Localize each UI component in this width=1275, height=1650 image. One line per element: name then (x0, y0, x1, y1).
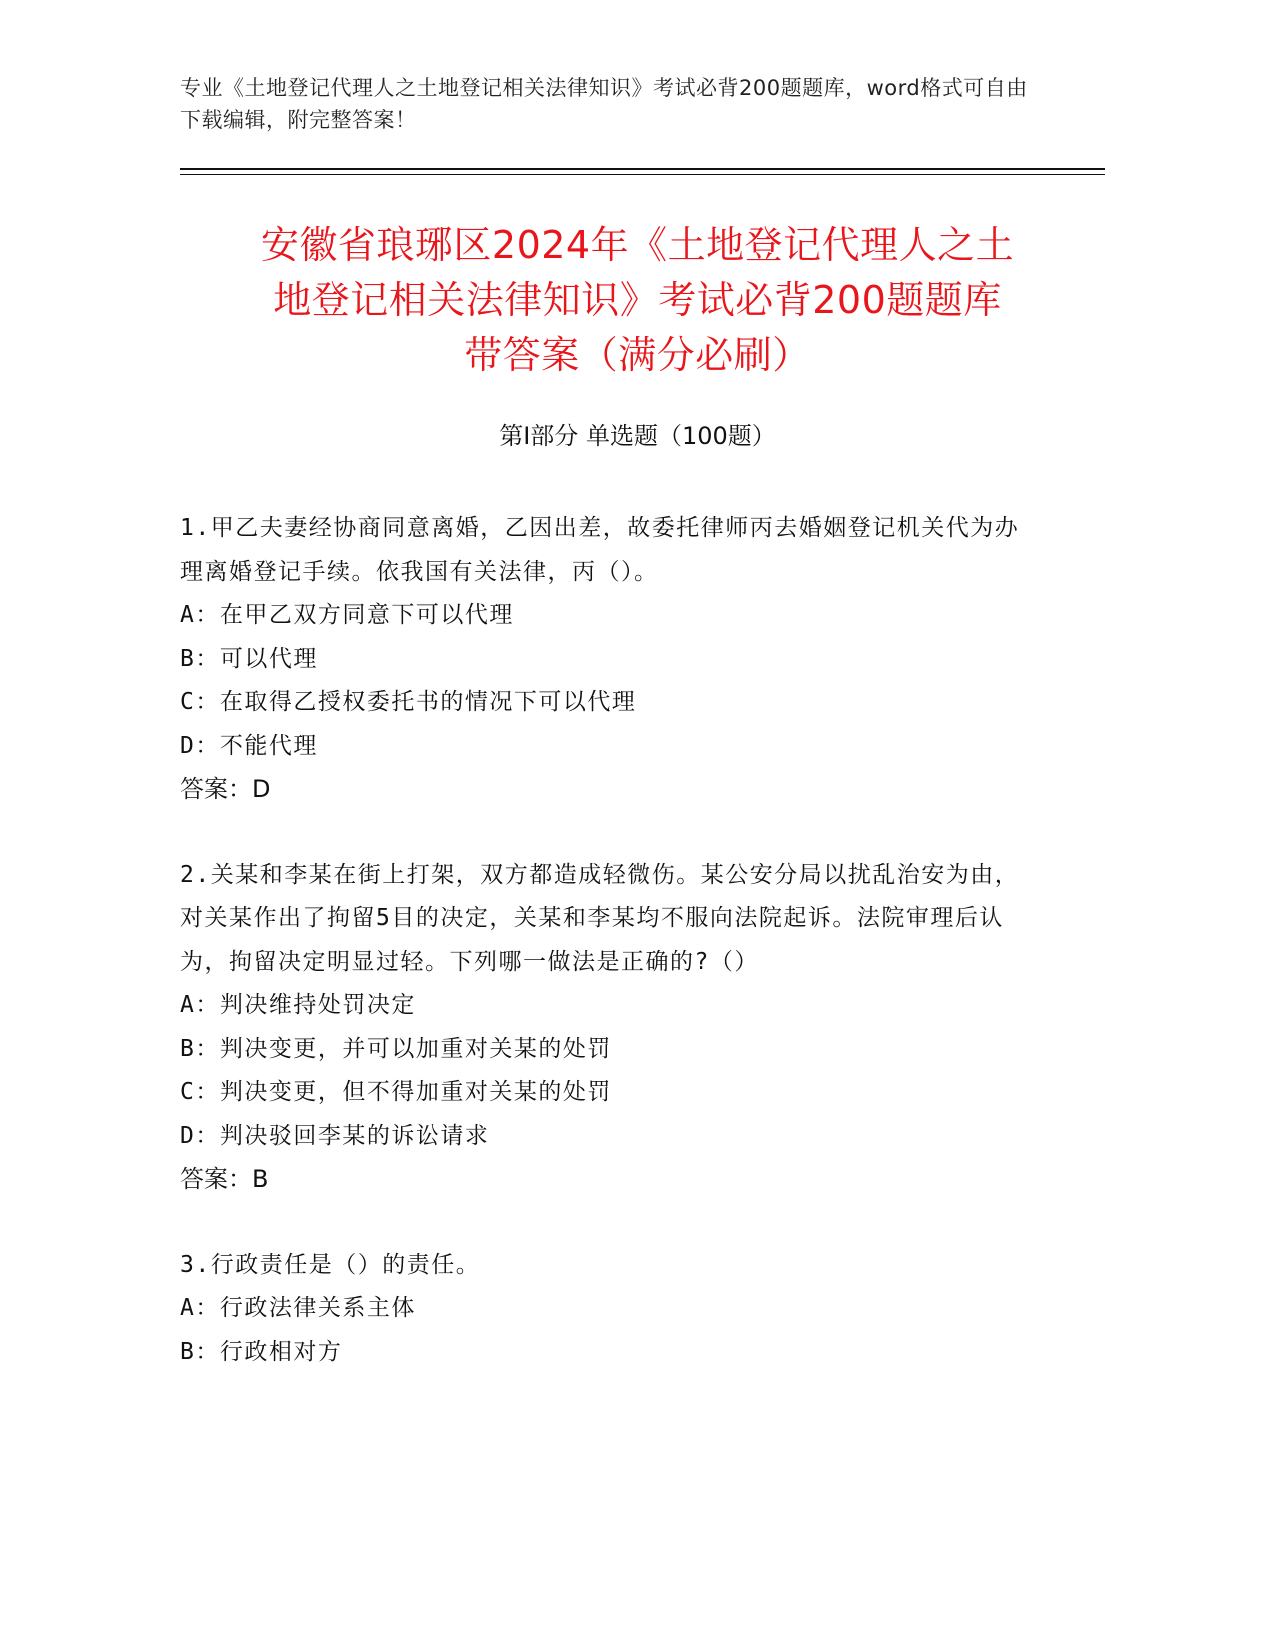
question-stem: 1.甲乙夫妻经协商同意离婚，乙因出差，故委托律师丙去婚姻登记机关代为办理离婚登记手续。依我国有关法律，丙（）。 (180, 515, 1020, 585)
title-line-2: 地登记相关法律知识》考试必背200题题库 (273, 278, 1002, 322)
option-d: D：不能代理 (180, 732, 318, 759)
option-d: D：判决驳回李某的诉讼请求 (180, 1122, 490, 1149)
header-rule-thin (180, 174, 1105, 175)
option-a: A：行政法律关系主体 (180, 1295, 416, 1321)
question-1 (180, 507, 1040, 812)
title-line-1: 安徽省琅琊区2024年《土地登记代理人之土 (260, 223, 1015, 267)
answer: 答案：B (180, 1165, 269, 1193)
header-text: 专业《土地登记代理人之土地登记相关法律知识》考试必背200题题库，word格式可自由下载编辑，附完整答案！ (180, 76, 1028, 132)
answer: 答案：D (180, 775, 271, 803)
section-title: 第Ⅰ部分 单选题（100题） (499, 422, 776, 450)
question-list (180, 507, 1040, 1416)
question-stem: 2.关某和李某在街上打架，双方都造成轻微伤。某公安分局以扰乱治安为由，对关某作出了拘留5目的决定，关某和李某均不服向法院起诉。法院审理后认为，拘留决定明显过轻。下列哪一做法是正确的?（） (180, 861, 1020, 975)
question-2 (180, 854, 1040, 1202)
question-stem: 3.行政责任是（）的责任。 (180, 1251, 481, 1278)
option-b: B：判决变更，并可以加重对关某的处罚 (180, 1035, 612, 1062)
option-a: A：在甲乙双方同意下可以代理 (180, 602, 514, 628)
option-c: C：在取得乙授权委托书的情况下可以代理 (180, 689, 637, 715)
option-b: B：行政相对方 (180, 1338, 343, 1365)
title-line-3: 带答案（满分必刷） (464, 333, 811, 377)
option-a: A：判决维持处罚决定 (180, 992, 416, 1018)
header-rule-thick (180, 168, 1105, 170)
document-title (150, 218, 1125, 383)
question-3 (180, 1244, 1040, 1375)
option-b: B：可以代理 (180, 645, 318, 672)
option-c: C：判决变更，但不得加重对关某的处罚 (180, 1079, 612, 1105)
